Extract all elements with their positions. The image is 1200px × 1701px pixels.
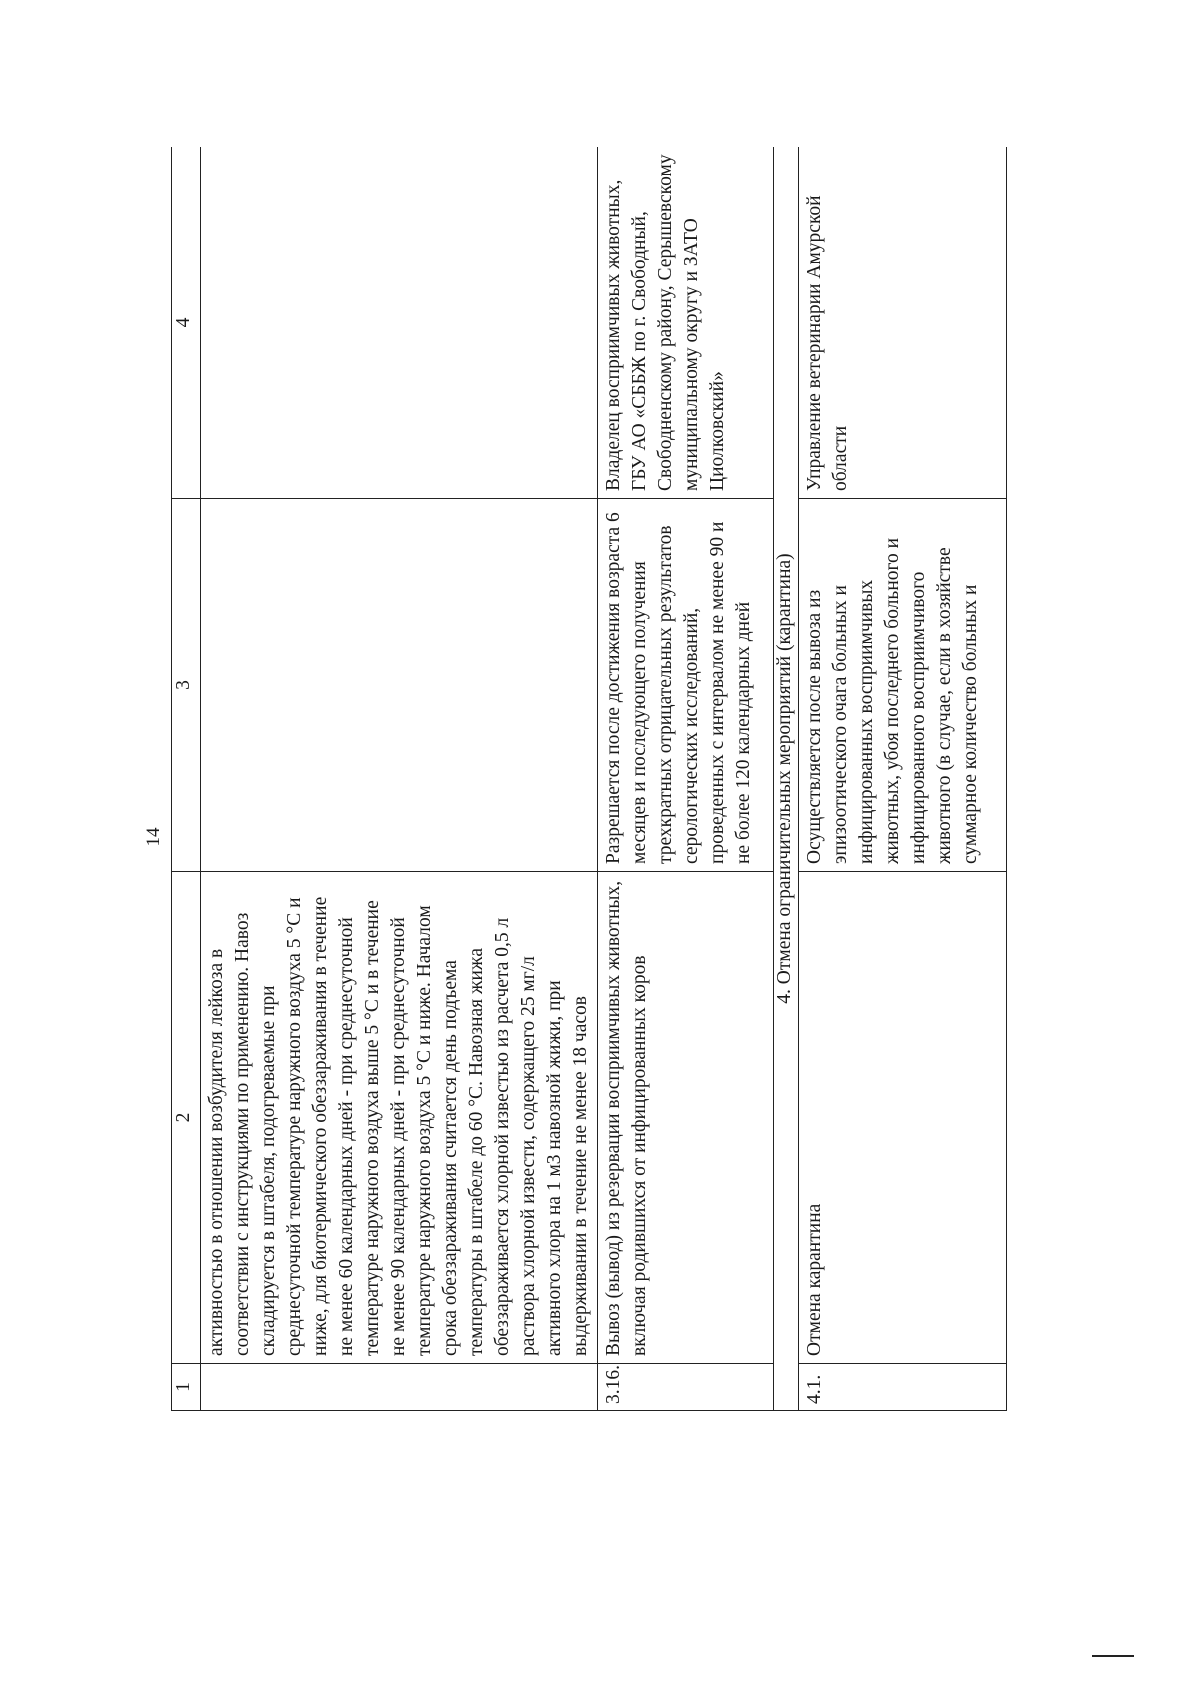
row-number: 4.1. — [799, 1364, 1007, 1411]
table-row — [799, 147, 1007, 1411]
rotated-table-box — [171, 147, 1007, 1411]
page-number: 14 — [143, 827, 164, 847]
rotated-table-wrapper — [171, 147, 1007, 1411]
table-row — [201, 147, 598, 1411]
header-cell-1: 1 — [172, 1364, 201, 1411]
terms-text — [201, 499, 598, 872]
header-cell-2: 2 — [172, 872, 201, 1364]
table-header-row — [172, 147, 201, 1411]
terms-text: Осуществляется после вывоза из эпизоотического очага больных и инфицированных восприимчивых животных, убоя последнего больного и инфицированного восприимчивого животного (в случае, если в хозяйстве суммарное количество больных и — [799, 499, 1007, 872]
responsible-text: Управление ветеринарии Амурской области — [799, 147, 1007, 499]
responsible-text: Владелец восприимчивых животных, ГБУ АО «СББЖ по г. Свободный, Свободненскому району, Серышевскому муниципальному округу и ЗАТО Циолковский» — [598, 147, 774, 499]
row-number — [201, 1364, 598, 1411]
measure-text: Вывоз (вывод) из резервации восприимчивых животных, включая родившихся от инфицированных коров — [598, 872, 774, 1364]
measure-text: Отмена карантина — [799, 872, 1007, 1364]
header-cell-4: 4 — [172, 147, 201, 499]
section-title: 4. Отмена ограничительных мероприятий (карантина) — [774, 147, 799, 1411]
header-cell-3: 3 — [172, 499, 201, 872]
terms-text: Разрешается после достижения возраста 6 месяцев и последующего получения трехкратных отрицательных результатов серологических исследований, проведенных с интервалом не менее 90 и не более 120 календарных дней — [598, 499, 774, 872]
table-row — [598, 147, 774, 1411]
measure-text: активностью в отношении возбудителя лейкоза в соответствии с инструкциями по применению. Навоз складируется в штабеля, подогреваемые при среднесуточной температуре наружного воздуха 5 °С и ниже, для биотермического обеззараживания в течение не менее 60 календарных дней - при среднесуточной температуре наружного воздуха выше 5 °С и в течение не менее 90 календарных дней - при среднесуточной температуре наружного воздуха 5 °С и ниже. Началом срока обеззараживания считается день подъема температуры в штабеле до 60 °С. Навозная жижа обеззараживается хлорной известью из расчета 0,5 л раствора хлорной извести, содержащего 25 мг/л активного хлора на 1 м3 навозной жижи, при выдерживании в течение не менее 18 часов — [201, 872, 598, 1364]
document-table — [171, 147, 1007, 1411]
footer-divider — [1092, 1655, 1134, 1657]
section-row — [774, 147, 799, 1411]
row-number: 3.16. — [598, 1364, 774, 1411]
responsible-text — [201, 147, 598, 499]
